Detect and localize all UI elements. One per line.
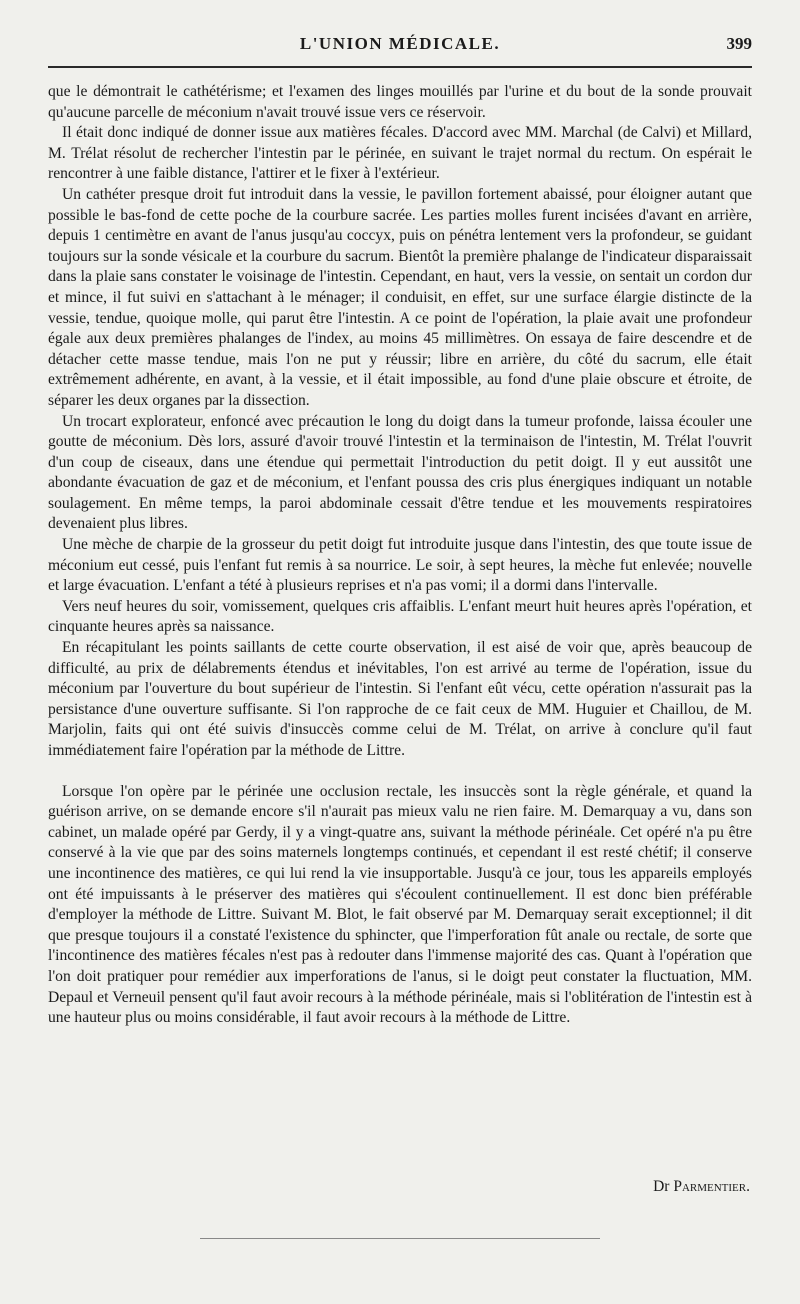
signature-prefix: Dr xyxy=(653,1178,670,1195)
signature-name: Parmentier. xyxy=(673,1178,750,1195)
paragraph: Lorsque l'on opère par le périnée une occlusion rectale, les insuccès sont la règle générale, et quand la guérison arrive, on se demande encore s'il n'aurait pas mieux valu ne rien faire. M. Demarquay a vu, dans son cabinet, un malade opéré par Gerdy, il y a vingt-quatre ans, suivant la méthode périnéale. Cet opéré n'a pu être conservé à la vie que par des soins maternels longtemps continués, et cependant il est resté chétif; il conserve une incontinence des matières, ce qui lui rend la vie insupportable. Jusqu'à ce jour, tous les appareils employés ont été impuissants à le préserver des matières qui s'écoulent continuellement. Il est donc bien préférable d'employer la méthode de Littre. Suivant M. Blot, le fait observé par M. Demarquay serait exceptionnel; il dit que presque toujours il a constaté l'existence du sphincter, que l'imperforation fût anale ou rectale, de sorte que l'incontinence des matières fécales n'est pas à redouter dans l'immense majorité des cas. Quant à l'opération que l'on doit pratiquer pour remédier aux imperforations de l'anus, si le doigt peut constater la fluctuation, MM. Depaul et Verneuil pensent qu'il faut avoir recours à la méthode périnéale, mais si l'oblitération de l'intestin est à une hauteur plus ou moins considérable, il faut avoir recours à la méthode de Littre. xyxy=(48,782,752,1027)
paragraph: Vers neuf heures du soir, vomissement, quelques cris affaiblis. L'enfant meurt huit heures après l'opération, et cinquante heures après sa naissance. xyxy=(48,597,752,636)
paragraph: Un trocart explorateur, enfoncé avec précaution le long du doigt dans la tumeur profonde, laissa écouler une goutte de méconium. Dès lors, assuré d'avoir trouvé l'intestin et la terminaison de l'intestin, M. Trélat l'ouvrit d'un coup de ciseaux, dans une étendue qui permettait l'introduction du petit doigt. Il y eut aussitôt une abondante évacuation de gaz et de méconium, et l'enfant poussa des cris plus énergiques indiquant un notable soulagement. En même temps, la paroi abdominale cessait d'être tendue et les mouvements respiratoires devenaient plus libres. xyxy=(48,412,752,533)
paragraph: Il était donc indiqué de donner issue aux matières fécales. D'accord avec MM. Marchal (de Calvi) et Millard, M. Trélat résolut de rechercher l'intestin par le périnée, en suivant le trajet normal du rectum. On espérait le rencontrer à une faible distance, l'attirer et le fixer à l'extérieur. xyxy=(48,124,752,183)
author-signature xyxy=(653,1178,750,1196)
journal-title: L'UNION MÉDICALE. xyxy=(299,34,501,53)
paragraph: Une mèche de charpie de la grosseur du petit doigt fut introduite jusque dans l'intestin, des que toute issue de méconium eut cessé, puis l'enfant fut remis à sa nourrice. Le soir, à sept heures, la mèche fut enlevée; nouvelle et large évacuation. L'enfant a tété à plusieurs reprises et n'a pas vomi; il a dormi dans l'intervalle. xyxy=(48,536,752,595)
article-body xyxy=(48,82,752,1029)
page-number: 399 xyxy=(726,34,752,53)
paragraph: que le démontrait le cathétérisme; et l'examen des linges mouillés par l'urine et du bout de la sonde prouvait qu'aucune parcelle de méconium n'avait trouvé issue vers ce réservoir. xyxy=(48,83,752,121)
header-rule xyxy=(48,66,752,68)
footer-rule xyxy=(200,1238,600,1239)
paragraph: Un cathéter presque droit fut introduit dans la vessie, le pavillon fortement abaissé, pour éloigner autant que possible le bas-fond de cette poche de la courbure sacrée. Les parties molles furent incisées d'avant en arrière, depuis 1 centimètre en avant de l'anus jusqu'au coccyx, puis on pénétra lentement vers la profondeur, se guidant toujours sur la sonde vésicale et la courbure du sacrum. Bientôt la première phalange de l'indicateur disparaissait dans la plaie sans constater le voisinage de l'intestin. Cependant, en haut, vers la vessie, on sentait un cordon dur et mince, il fut suivi en s'attachant à le ménager; il conduisit, en effet, sur une surface élargie distincte de la vessie, tendue, quoique molle, qui parut être l'intestin. A ce point de l'opération, la plaie avait une profondeur égale aux deux premières phalanges de l'index, au moins 45 millimètres. On essaya de faire descendre et de détacher cette masse tendue, mais l'on ne put y réussir; libre en arrière, du côté du sacrum, elle était extrêmement adhérente, en avant, à la vessie, et il était impossible, au fond d'une plaie obscure et étroite, de séparer les deux organes par la dissection. xyxy=(48,185,752,409)
paragraph: En récapitulant les points saillants de cette courte observation, il est aisé de voir que, après beaucoup de difficulté, au prix de délabrements étendus et inévitables, l'on est arrivé au terme de l'opération, issue du méconium par l'ouverture du bout supérieur de l'intestin. Si l'enfant eût vécu, cette opération n'assurait pas la persistance d'une ouverture suffisante. Si l'on rapproche de ce fait ceux de MM. Huguier et Chaillou, de M. Marjolin, faits qui ont été suivis d'insuccès comme celui de M. Trélat, on arrive à conclure qu'il faut immédiatement faire l'opération par la méthode de Littre. xyxy=(48,639,752,759)
running-header xyxy=(48,30,752,60)
